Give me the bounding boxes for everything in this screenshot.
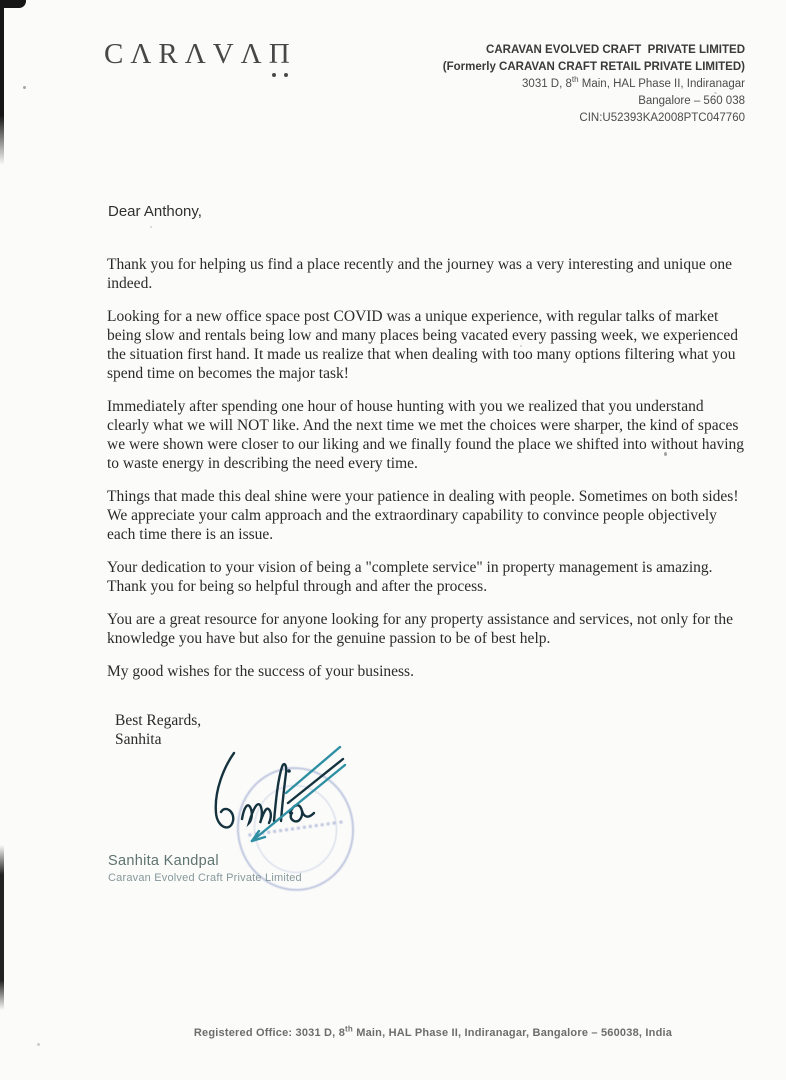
company-address	[443, 76, 745, 93]
scan-speck	[37, 1043, 40, 1046]
scan-speck	[23, 86, 26, 89]
company-former-name: (Formerly CARAVAN CRAFT RETAIL PRIVATE LIMITED)	[442, 61, 745, 73]
address-text: Main, HAL Phase II, Indiranagar	[578, 78, 745, 90]
salutation: Dear Anthony,	[108, 203, 202, 220]
paragraph-7: My good wishes for the success of your business.	[107, 663, 414, 680]
paragraph-4: Things that made this deal shine were your patience in dealing with people. Sometimes on both sides! We appreciate your calm approach and the extraordinary capability to convince people objectively each time there is an issue.	[107, 488, 739, 543]
paragraph-2: Looking for a new office space post COVID was a unique experience, with regular talks of market being slow and rentals being low and many places being vacated every passing week, we experienced the situation first hand. It made us realize that when dealing with too many options filtering what you spend time on becomes the major task!	[107, 308, 738, 382]
signer-name: Sanhita Kandpal	[108, 853, 219, 869]
ordinal-sup: th	[345, 1024, 353, 1034]
registered-office-footer	[0, 1024, 786, 1039]
signer-company: Caravan Evolved Craft Private Limited	[108, 872, 302, 884]
closing-block	[115, 711, 201, 749]
scan-artifact-left-edge-top	[0, 0, 4, 165]
logo-wordmark: CΛRΛVΛ	[104, 38, 269, 70]
handwritten-signature	[190, 733, 355, 863]
closing-regards: Best Regards,	[115, 712, 202, 729]
company-city: Bangalore – 560 038	[638, 95, 745, 107]
paragraph-3: Immediately after spending one hour of house hunting with you we realized that you understand clearly what we will NOT like. And the next time we met the choices were sharper, the kind of spaces we were shown were closer to our liking and we finally found the place we shifted into without having to waste energy in describing the need every time.	[107, 398, 745, 472]
closing-name: Sanhita	[115, 731, 162, 748]
caravan-logo	[104, 38, 297, 71]
logo-n-glyph: Π	[268, 38, 297, 70]
scan-artifact-left-edge-bottom	[0, 845, 4, 1010]
paragraph-1: Thank you for helping us find a place recently and the journey was a very interesting and unique one indeed.	[107, 256, 732, 292]
letterhead-block	[443, 42, 745, 127]
footer-text: Main, HAL Phase II, Indiranagar, Bangalore – 560038, India	[352, 1027, 673, 1039]
address-text: 3031 D, 8	[522, 78, 572, 90]
paragraph-6: You are a great resource for anyone looking for any property assistance and services, not only for the knowledge you have but also for the genuine passion to be of best help.	[107, 611, 733, 647]
company-name: CARAVAN EVOLVED CRAFT PRIVATE LIMITED	[486, 44, 745, 56]
company-cin: CIN:U52393KA2008PTC047760	[579, 112, 745, 124]
scan-speck	[150, 226, 152, 228]
paragraph-5: Your dedication to your vision of being a "complete service" in property management is amazing. Thank you for being so helpful through and after the process.	[107, 559, 713, 595]
footer-text: Registered Office: 3031 D, 8	[193, 1027, 346, 1039]
signer-block	[108, 853, 302, 884]
ordinal-sup: th	[571, 75, 579, 85]
letter-body	[107, 255, 747, 695]
